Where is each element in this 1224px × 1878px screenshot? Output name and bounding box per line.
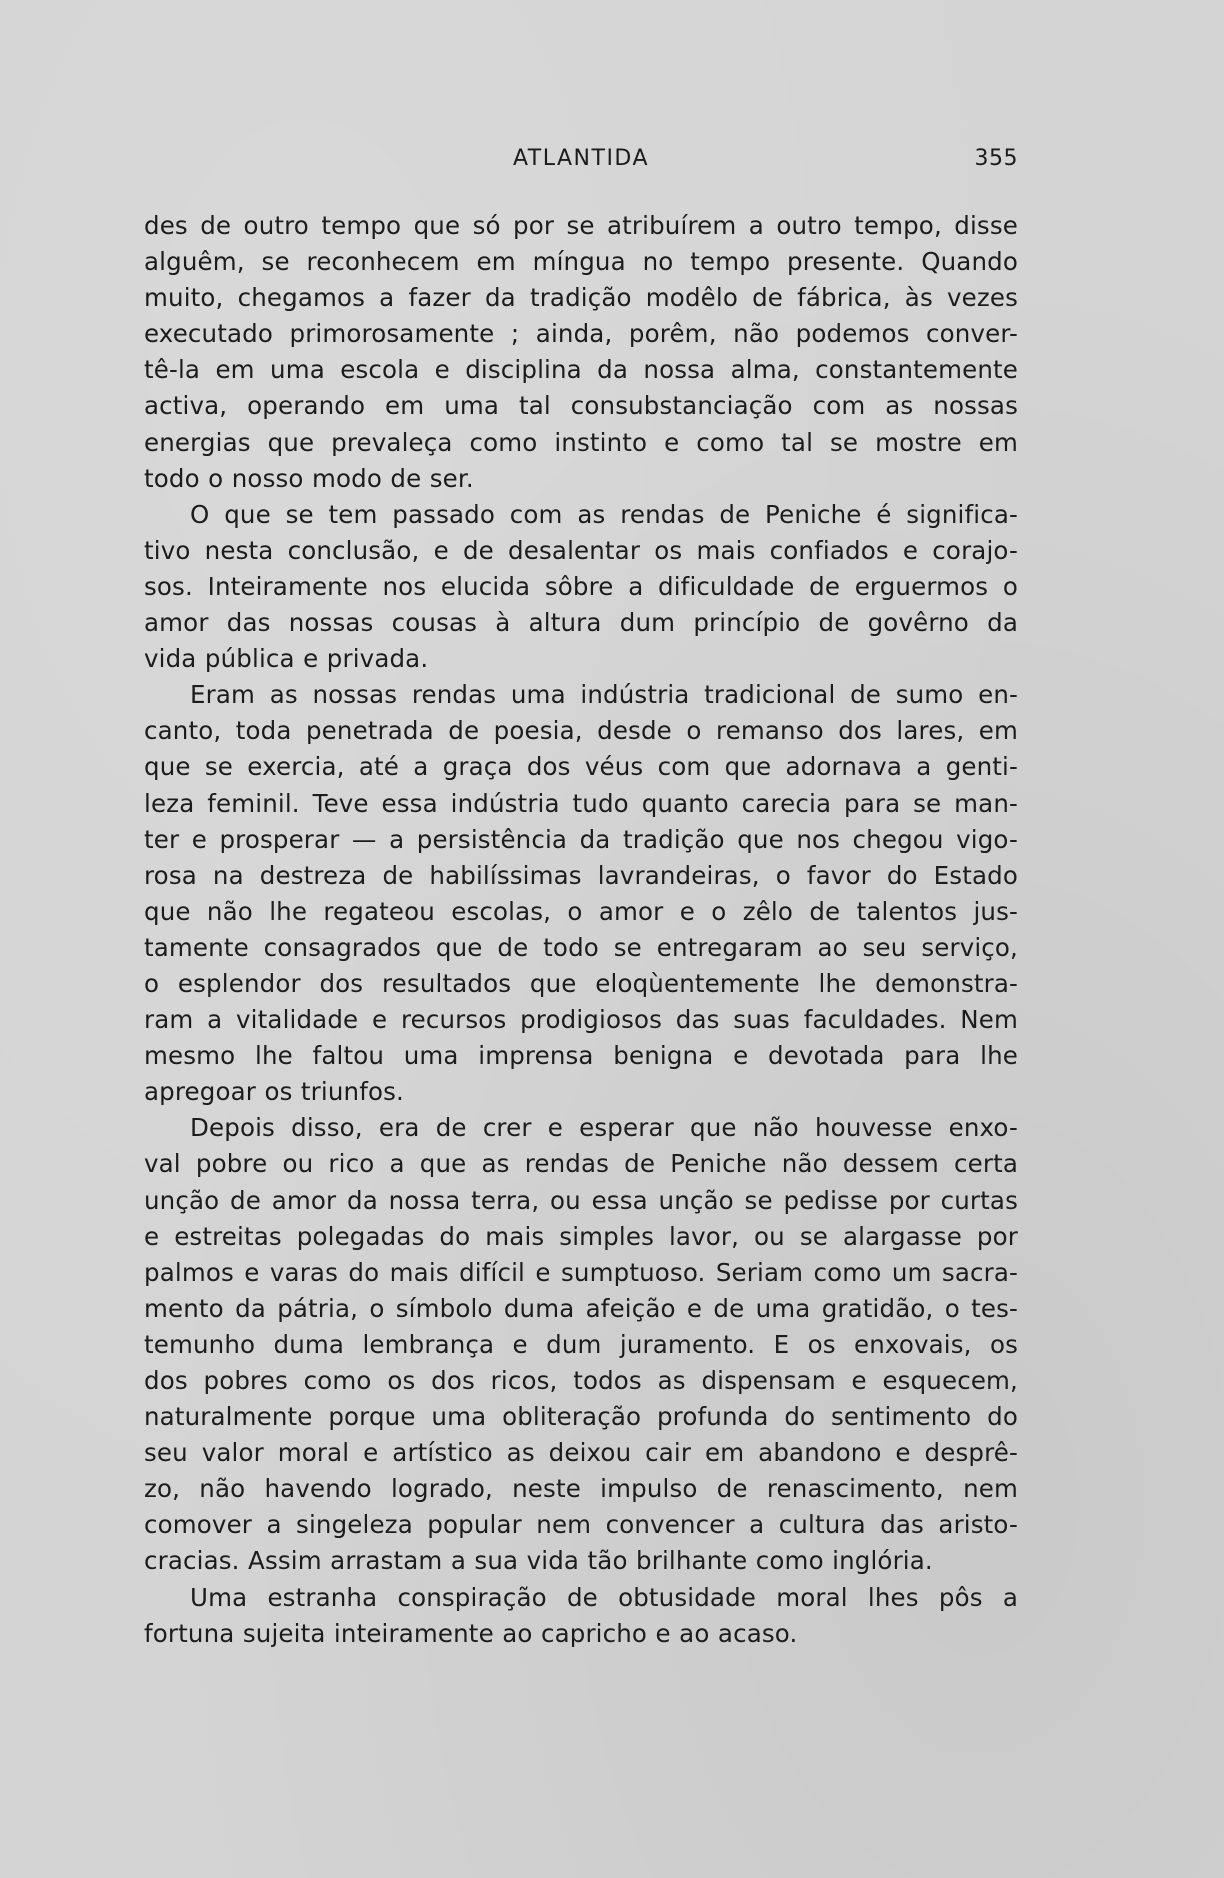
text-line: dos pobres como os dos ricos, todos as dispensam e esquecem, <box>144 1366 1018 1395</box>
text-line: des de outro tempo que só por se atribuírem a outro tempo, disse <box>144 211 1018 240</box>
text-line: energias que prevaleça como instinto e como tal se mostre em <box>144 427 1018 457</box>
text-line: vida pública e privada. <box>144 644 429 674</box>
text-line: ter e prosperar — a persistência da tradição que nos chegou vigo- <box>144 824 1018 854</box>
text-line: Depois disso, era de crer e esperar que não houvesse enxo- <box>190 1113 1018 1143</box>
text-line: que se exercia, até a graça dos véus com que adornava a genti- <box>144 752 1018 782</box>
text-line: temunho duma lembrança e dum juramento. E os enxovais, os <box>144 1329 1018 1359</box>
text-line: todo o nosso modo de ser. <box>144 463 474 493</box>
text-line: apregoar os triunfos. <box>144 1077 404 1107</box>
text-line: zo, não havendo logrado, neste impulso de renascimento, nem <box>144 1474 1018 1504</box>
text-line: amor das nossas cousas à altura dum princípio de govêrno da <box>144 608 1018 638</box>
text-line: cracias. Assim arrastam a sua vida tão brilhante como inglória. <box>144 1546 933 1576</box>
text-line: tivo nesta conclusão, e de desalentar os mais confiados e corajo- <box>144 535 1018 565</box>
text-line: e estreitas polegadas do mais simples lavor, ou se alargasse por <box>144 1221 1018 1251</box>
text-line: que não lhe regateou escolas, o amor e o zêlo de talentos jus- <box>144 896 1018 926</box>
text-line: executado primorosamente ; ainda, porêm, não podemos conver- <box>144 319 1018 349</box>
running-head <box>144 143 1018 175</box>
running-title: ATLANTIDA <box>512 146 650 171</box>
text-line: Uma estranha conspiração de obtusidade moral lhes pôs a <box>190 1582 1018 1612</box>
text-line: rosa na destreza de habilíssimas lavrandeiras, o favor do Estado <box>144 860 1018 890</box>
text-line: canto, toda penetrada de poesia, desde o remanso dos lares, em <box>144 716 1018 746</box>
text-line: leza feminil. Teve essa indústria tudo quanto carecia para se man- <box>144 788 1018 818</box>
body-text <box>144 208 1018 1652</box>
text-line: activa, operando em uma tal consubstanciação com as nossas <box>144 391 1018 421</box>
page-number: 355 <box>974 146 1018 171</box>
text-line: o esplendor dos resultados que eloqùentemente lhe demonstra- <box>144 968 1018 998</box>
text-line: mesmo lhe faltou uma imprensa benigna e devotada para lhe <box>144 1041 1018 1071</box>
text-line: Eram as nossas rendas uma indústria tradicional de sumo en- <box>190 680 1018 710</box>
text-line: muito, chegamos a fazer da tradição modêlo de fábrica, às vezes <box>144 283 1018 313</box>
text-line: tê-la em uma escola e disciplina da nossa alma, constantemente <box>144 355 1018 385</box>
text-line: seu valor moral e artístico as deixou cair em abandono e desprê- <box>144 1438 1018 1468</box>
text-line: ram a vitalidade e recursos prodigiosos das suas faculdades. Nem <box>144 1005 1018 1035</box>
text-line: mento da pátria, o símbolo duma afeição e de uma gratidão, o tes- <box>144 1293 1018 1323</box>
text-line: val pobre ou rico a que as rendas de Peniche não dessem certa <box>144 1149 1018 1179</box>
text-line: comover a singeleza popular nem convencer a cultura das aristo- <box>144 1510 1018 1540</box>
text-line: palmos e varas do mais difícil e sumptuoso. Seriam como um sacra- <box>144 1257 1018 1287</box>
text-line: sos. Inteiramente nos elucida sôbre a dificuldade de erguermos o <box>144 571 1018 601</box>
text-line: alguêm, se reconhecem em míngua no tempo presente. Quando <box>144 247 1018 277</box>
text-line: O que se tem passado com as rendas de Peniche é significa- <box>190 499 1018 529</box>
text-line: tamente consagrados que de todo se entregaram ao seu serviço, <box>144 932 1018 962</box>
text-line: naturalmente porque uma obliteração profunda do sentimento do <box>144 1402 1018 1432</box>
text-line: unção de amor da nossa terra, ou essa unção se pedisse por curtas <box>144 1185 1018 1215</box>
text-line: fortuna sujeita inteiramente ao capricho e ao acaso. <box>144 1618 798 1648</box>
